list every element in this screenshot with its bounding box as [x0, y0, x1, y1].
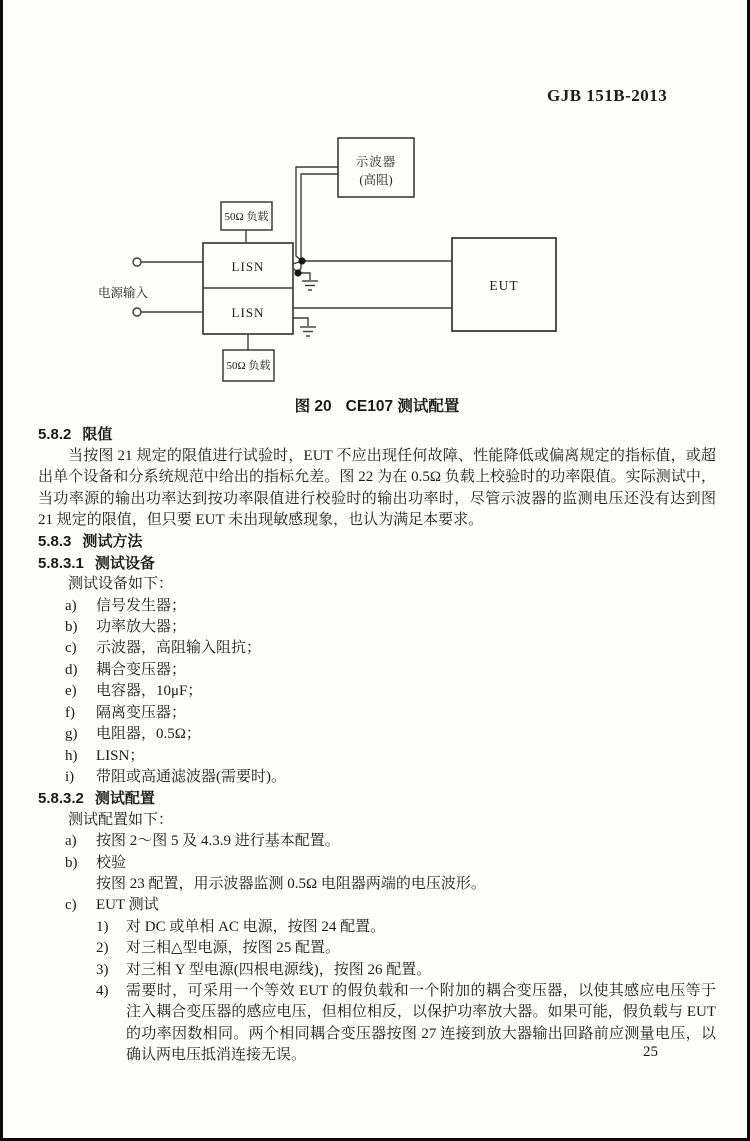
list-item-text: LISN； — [96, 747, 145, 764]
list-item — [38, 853, 716, 874]
sub-list-item-label: 1) — [96, 918, 109, 935]
list-item-label: d) — [65, 661, 78, 678]
config-list-intro: 测试配置如下： — [68, 811, 174, 828]
list-item-label: h) — [65, 747, 78, 764]
heading-number: 5.8.3.1 — [38, 554, 84, 572]
paragraph-5-8-2: 当按图 21 规定的限值进行试验时，EUT 不应出现任何故障、性能降低或偏离规定的指标值，或超出单个设备和分系统规范中给出的指标允差。图 22 为在 0.5Ω 负载上校验时的功率限值。实际测试中，当功率源的输出功率达到按功率限值进行校验时的输出功率时，尽管示波器的监测电压还没有达到图 21 规定的限值，但只要 EUT 未出现敏感现象，也认为满足本要求。 — [38, 447, 716, 529]
heading-number: 5.8.2 — [38, 426, 72, 444]
load-bottom-box — [223, 334, 274, 381]
eut-box — [452, 238, 556, 331]
load-bottom-label: 50Ω 负载 — [226, 360, 271, 372]
heading-number: 5.8.3 — [38, 533, 72, 551]
ground-symbol-upper — [302, 281, 318, 290]
list-item-label: a) — [65, 597, 77, 614]
oscilloscope-wires — [296, 167, 338, 273]
list-item-text: 示波器，高阻输入阻抗； — [96, 640, 262, 657]
figure-caption — [38, 396, 716, 417]
list-item-label: b) — [65, 619, 78, 636]
sub-list-item-label: 4) — [96, 982, 109, 999]
power-input-label: 电源输入 — [98, 286, 149, 300]
oscilloscope-box — [338, 138, 414, 197]
sub-list-item — [38, 981, 716, 1067]
list-item-label: c) — [65, 640, 77, 657]
list-item-text: 信号发生器； — [96, 597, 187, 614]
sub-list-item-text: 需要时，可采用一个等效 EUT 的假负载和一个附加的耦合变压器，以使其感应电压等于注入耦合变压器的感应电压，但相位相反，以保护功率放大器。如果可能，假负载与 EUT 的功率因数相同。两个相同耦合变压器按图 27 连接到放大器输出回路前应测量电压，以确认两电压抵消连接无误。 — [126, 982, 716, 1064]
sub-list-item — [38, 960, 716, 981]
list-item-text: 耦合变压器； — [96, 661, 187, 678]
list-item — [38, 596, 716, 617]
list-item-text: 电阻器，0.5Ω； — [96, 726, 201, 743]
page-number: 25 — [643, 1044, 658, 1060]
list-item-text: EUT 测试 — [96, 897, 159, 914]
heading-number: 5.8.3.2 — [38, 790, 84, 808]
lisn-box — [203, 243, 293, 334]
lisn-upper-label: LISN — [231, 259, 265, 274]
heading-title: 测试方法 — [82, 533, 143, 551]
list-item — [38, 767, 716, 788]
list-item — [38, 831, 716, 852]
heading-title: 限值 — [82, 426, 113, 444]
figure-caption-number: 图 20 — [294, 398, 332, 415]
heading-5-8-2 — [38, 424, 716, 445]
load-top-box — [221, 202, 272, 243]
load-top-label: 50Ω 负载 — [224, 211, 269, 223]
list-item-label: c) — [65, 897, 77, 914]
list-item-text: 带阻或高通滤波器(需要时)。 — [96, 768, 286, 785]
list-item-text: 校验 — [96, 854, 127, 871]
list-item — [38, 638, 716, 659]
list-item-text: 按图 2～图 5 及 4.3.9 进行基本配置。 — [96, 833, 340, 850]
heading-5-8-3-1 — [38, 553, 716, 574]
sub-list-item-text: 对三相△型电源，按图 25 配置。 — [126, 940, 341, 957]
figure-caption-title: CE107 测试配置 — [345, 398, 460, 415]
list-item — [38, 703, 716, 724]
sub-list-item-text: 对 DC 或单相 AC 电源，按图 24 配置。 — [126, 918, 386, 935]
document-body — [38, 396, 716, 1067]
eut-label: EUT — [489, 278, 519, 293]
list-item-text: 隔离变压器； — [96, 704, 187, 721]
sub-list-item — [38, 917, 716, 938]
standard-number-header: GJB 151B-2013 — [547, 86, 668, 105]
heading-title: 测试设备 — [94, 554, 155, 572]
ground-symbol-lower — [300, 327, 316, 336]
list-item-label: g) — [65, 726, 78, 743]
list-item-label: e) — [65, 683, 77, 700]
list-item-text: 电容器，10μF； — [96, 683, 203, 700]
list-item — [38, 617, 716, 638]
lisn-eut-wires — [293, 261, 452, 326]
list-item-label: f) — [65, 704, 75, 721]
sub-list-item — [38, 938, 716, 959]
oscilloscope-label: 示波器 — [355, 155, 397, 169]
list-item-label: i) — [65, 768, 75, 785]
list-item-label: a) — [65, 833, 77, 850]
heading-title: 测试配置 — [94, 790, 155, 808]
list-item — [38, 746, 716, 767]
oscilloscope-sublabel: (高阻) — [359, 173, 393, 187]
list-item — [38, 724, 716, 745]
list-item-detail: 按图 23 配置，用示波器监测 0.5Ω 电阻器两端的电压波形。 — [96, 875, 486, 892]
junction-dots — [294, 257, 305, 276]
equipment-list-intro: 测试设备如下： — [68, 576, 174, 593]
list-item-text: 功率放大器； — [96, 619, 187, 636]
list-item — [38, 660, 716, 681]
list-item — [38, 681, 716, 702]
list-item — [38, 895, 716, 916]
sub-list-item-label: 3) — [96, 961, 109, 978]
list-item-label: b) — [65, 854, 78, 871]
figure-20-diagram — [0, 0, 750, 400]
lisn-lower-label: LISN — [231, 305, 265, 320]
heading-5-8-3-2 — [38, 788, 716, 809]
sub-list-item-label: 2) — [96, 940, 109, 957]
heading-5-8-3 — [38, 531, 716, 552]
sub-list-item-text: 对三相 Y 型电源(四根电源线)，按图 26 配置。 — [126, 961, 432, 978]
